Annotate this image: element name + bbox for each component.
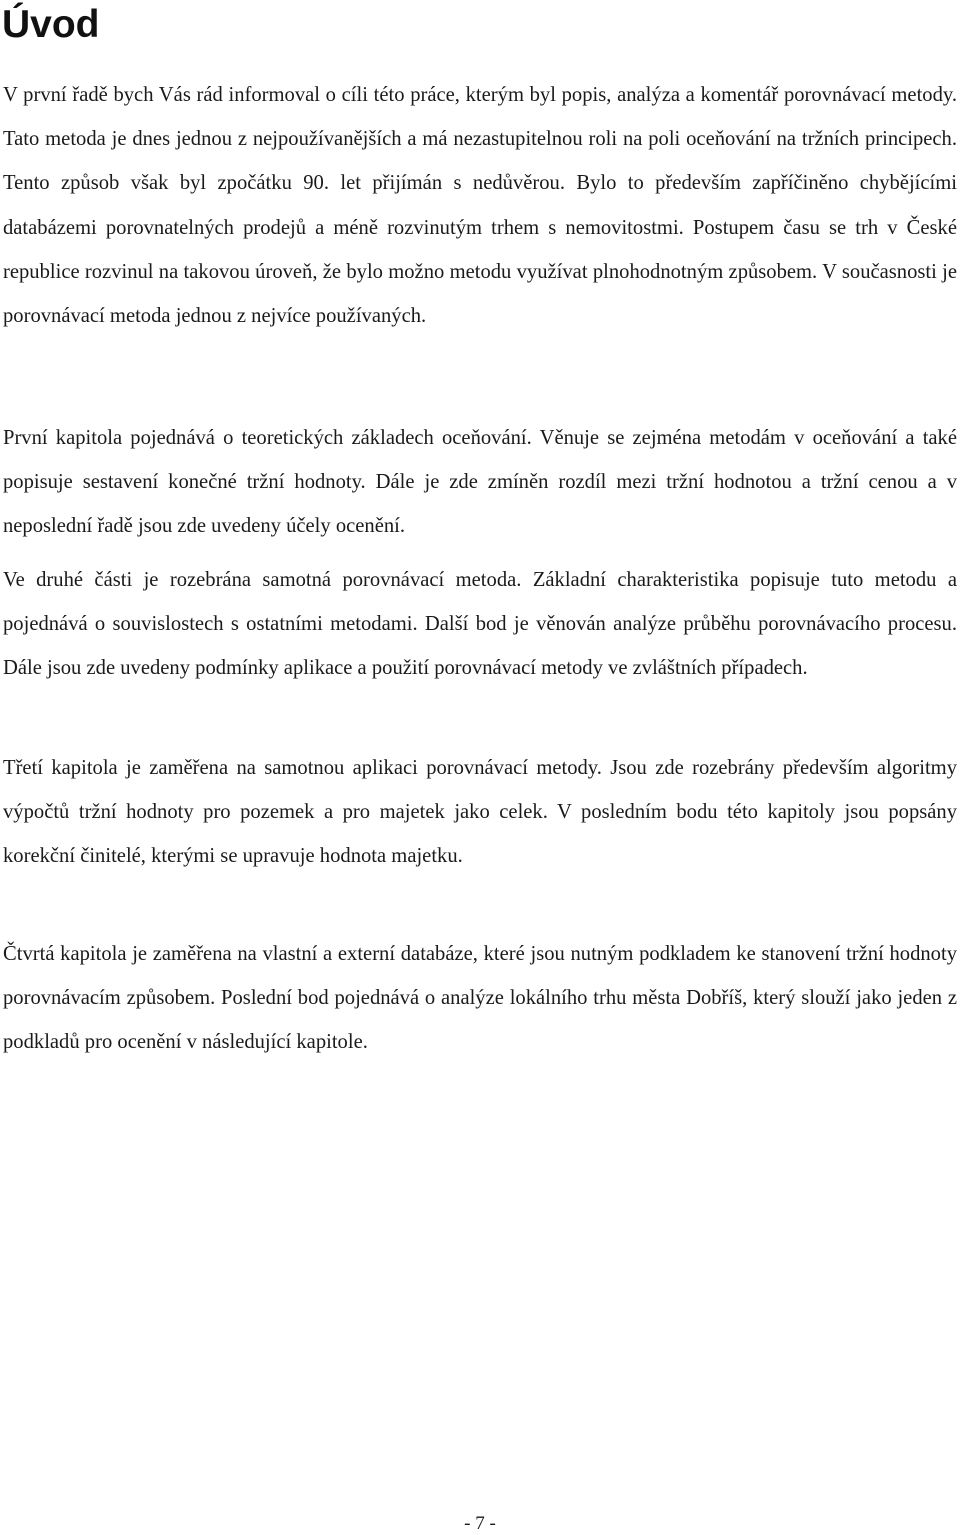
section-heading: Úvod	[2, 3, 100, 46]
paragraph-chapter-three: Třetí kapitola je zaměřena na samotnou aplikaci porovnávací metody. Jsou zde rozebrány především algoritmy výpočtů tržní hodnoty pro pozemek a pro majetek jako celek. V posledním bodu této kapitoly jsou popsány korekční činitelé, kterými se upravuje hodnota majetku.	[3, 757, 957, 868]
paragraph-intro: V první řadě bych Vás rád informoval o cíli této práce, kterým byl popis, analýza a komentář porovnávací metody. Tato metoda je dnes jednou z nejpoužívanějších a má nezastupitelnou roli na poli oceňování na tržních principech. Tento způsob však byl zpočátku 90. let přijímán s nedůvěrou. Bylo to především zapříčiněno chybějícími databázemi porovnatelných prodejů a méně rozvinutým trhem s nemovitostmi. Postupem času se trh v České republice rozvinul na takovou úroveň, že bylo možno metodu využívat plnohodnotným způsobem. V současnosti je porovnávací metoda jednou z nejvíce používaných.	[3, 84, 957, 328]
paragraph-chapter-two: Ve druhé části je rozebrána samotná porovnávací metoda. Základní charakteristika popisuje tuto metodu a pojednává o souvislostech s ostatními metodami. Další bod je věnován analýze průběhu porovnávacího procesu. Dále jsou zde uvedeny podmínky aplikace a použití porovnávací metody ve zvláštních případech.	[3, 569, 957, 680]
page-number: - 7 -	[464, 1513, 496, 1534]
paragraph-chapter-one: První kapitola pojednává o teoretických základech oceňování. Věnuje se zejména metodám v oceňování a také popisuje sestavení konečné tržní hodnoty. Dále je zde zmíněn rozdíl mezi tržní hodnotou a tržní cenou a v neposlední řadě jsou zde uvedeny účely ocenění.	[3, 427, 957, 538]
paragraph-chapter-four: Čtvrtá kapitola je zaměřena na vlastní a externí databáze, které jsou nutným podkladem ke stanovení tržní hodnoty porovnávacím způsobem. Poslední bod pojednává o analýze lokálního trhu města Dobříš, který slouží jako jeden z podkladů pro ocenění v následující kapitole.	[3, 943, 957, 1054]
